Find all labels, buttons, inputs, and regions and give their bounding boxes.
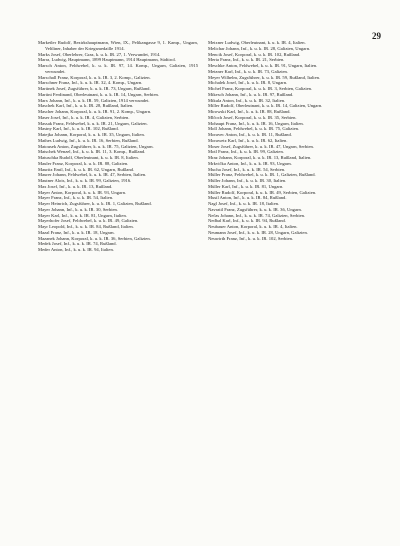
register-entry: Matejka Johann, Korporal, k. u. k. IR. 35, Ungarn, Italien. xyxy=(38,132,145,137)
register-entry: Mayer Heinrich, Zugsführer, k. u. k. IR. 1, Galizien, Rußland. xyxy=(38,201,152,206)
register-entry: Mikesch Johann, Inf., k. u. k. IR. 97, Rußland. xyxy=(208,91,294,97)
register-entry: Mlčoch Josef, Korporal, k. u. k. IR. 35, Serbien. xyxy=(208,114,297,120)
register-entry: Mayer Franz, Inf., k. u. k. IR. 54, Italien. xyxy=(38,195,114,201)
register-entry: Martini Ferdinand, Oberleutnant, k. u. k. IR. 14, Ungarn, Serbien. xyxy=(38,91,159,97)
register-entry: Mraz Johann, Korporal, k. u. k. IR. 13, Rußland, Italien. xyxy=(208,155,312,160)
left-column xyxy=(38,40,198,253)
register-entry: Moser Josef, Zugsführer, k. u. k. IR. 47, Ungarn, Serbien. xyxy=(208,143,314,149)
register-entry: Morawetz Karl, Inf., k. u. k. IR. 62, Italien. xyxy=(208,137,288,143)
register-entry: Michalek Josef, Inf., k. u. k. IR. 8, Ungarn. xyxy=(208,80,288,86)
register-entry: Metzner Karl, Inf., k. u. k. IR. 73, Galizien. xyxy=(208,68,288,74)
register-entry: Marketler Rudolf, Bezirkshauptmann, Wien, IX., Pelikangasse 9, 1. Kamp., Ungarn, Veltliner, Inhaber der Kriegsmedaille 1914. xyxy=(38,40,198,51)
register-entry: Mayer Johann, Inf., k. u. k. IR. 30, Serbien. xyxy=(38,206,118,212)
register-entry: Mayer Anton, Korporal, k. u. k. IR. 93, Ungarn. xyxy=(38,189,127,195)
register-entry: Maurer Johann, Feldwebel, k. u. k. IR. 47, Serbien, Italien. xyxy=(38,172,147,178)
register-entry: Michel Franz, Korporal, k. u. k. IR. 3, Serbien, Galizien. xyxy=(208,86,313,91)
register-entry: Max Josef, Inf., k. u. k. IR. 13, Rußland. xyxy=(38,183,113,189)
register-entry: Melichar Johann, Inf., k. u. k. IR. 28, Galizien, Ungarn. xyxy=(208,45,311,51)
register-entry: Mikula Anton, Inf., k. u. k. IR. 32, Italien. xyxy=(208,97,286,103)
register-entry: Mirowski Karl, Inf., k. u. k. IR. 88, Rußland. xyxy=(208,109,291,114)
register-entry: Mauler Franz, Korporal, k. u. k. IR. 88, Galizien. xyxy=(38,160,129,166)
register-entry: Matousek Anton, Zugsführer, k. u. k. IR. 75, Galizien, Ungarn. xyxy=(38,143,154,149)
register-entry: Marschall Franz, Korporal, k. u. k. IR. 3, 2. Komp., Galizien. xyxy=(38,74,151,80)
register-entry: Massak Franz, Feldwebel, k. u. k. IR. 21, Ungarn, Galizien. xyxy=(38,120,148,126)
register-entry: Navratil Franz, Zugsführer, k. u. k. IR. 36, Ungarn. xyxy=(208,206,302,212)
register-entry: Musil Anton, Inf., k. u. k. IR. 84, Rußland. xyxy=(208,195,287,201)
register-entry: Müller Franz, Feldwebel, k. u. k. IR. 1, Galizien, Rußland. xyxy=(208,172,316,178)
register-entry: Müller Johann, Inf., k. u. k. IR. 30, Italien. xyxy=(208,178,287,183)
register-entry: Martinek Josef, Zugsführer, k. u. k. IR. 73, Ungarn, Rußland. xyxy=(38,86,151,91)
register-entry: Mathes Ludwig, Inf., k. u. k. IR. 16, Serbien, Rußland. xyxy=(38,137,139,143)
register-entry: Neumann Josef, Inf., k. u. k. IR. 28, Ungarn, Galizien. xyxy=(208,229,308,235)
register-entry: Müller Karl, Inf., k. u. k. IR. 81, Ungarn. xyxy=(208,183,284,189)
register-entry: Meder Anton, Inf., k. u. k. IR. 94, Italien. xyxy=(38,247,114,252)
register-entry: Matuschka Rudolf, Oberleutnant, k. u. k. IR. 8, Italien. xyxy=(38,155,139,160)
register-entry: Mauritz Emil, Inf., k. u. k. IR. 62, Ungarn, Rußland. xyxy=(38,166,135,172)
register-entry: Marks Josef, Oberlehrer, Graz, k. u. k. IR. 27, 1. Verwundet, 1914. xyxy=(38,51,161,57)
register-entry: Mazanek Johann, Korporal, k. u. k. IR. 36, Serbien, Galizien. xyxy=(38,235,151,241)
register-entry: Motl Franz, Inf., k. u. k. IR. 99, Galizien. xyxy=(208,149,284,155)
register-entry: Mastny Karl, Inf., k. u. k. IR. 102, Rußland. xyxy=(38,126,119,132)
register-entry: Neuwirth Franz, Inf., k. u. k. IR. 102, Serbien. xyxy=(208,235,294,241)
register-entry: Nedbal Karl, Inf., k. u. k. IR. 94, Rußland. xyxy=(208,218,286,224)
register-entry: Mayer Karl, Inf., k. u. k. IR. 81, Ungarn, Italien. xyxy=(38,212,127,218)
register-entry: Mohaupt Franz, Inf., k. u. k. IR. 16, Ungarn, Italien. xyxy=(208,120,304,126)
register-entry: Nagl Josef, Inf., k. u. k. IR. 18, Italien. xyxy=(208,201,280,206)
register-entry: Merta Franz, Inf., k. u. k. IR. 21, Serbien. xyxy=(208,57,285,63)
register-entry: Meyer Wilhelm, Zugsführer, k. u. k. IR. 59, Rußland, Italien. xyxy=(208,74,321,80)
register-entry: Neubauer Anton, Korporal, k. u. k. IR. 4, Italien. xyxy=(208,224,298,229)
register-entry: Mencik Josef, Korporal, k. u. k. IR. 102, Rußland. xyxy=(208,51,301,57)
register-entry: Mazal Franz, Inf., k. u. k. IR. 18, Ungarn. xyxy=(38,229,115,235)
right-column xyxy=(208,40,368,241)
register-entry: Meschke Anton, Feldwebel, k. u. k. IR. 91, Ungarn, Italien. xyxy=(208,63,318,68)
register-entry: Müller Rudolf, Korporal, k. u. k. IR. 49, Serbien, Galizien. xyxy=(208,189,317,195)
register-entry: Maschek Karl, Inf., k. u. k. IR. 28, Rußland, Italien. xyxy=(38,103,134,109)
register-entry: Mucha Josef, Inf., k. u. k. IR. 54, Serbien. xyxy=(208,166,286,172)
register-entry: Maser Josef, Inf., k. u. k. IR. 4, Galizien, Serbien. xyxy=(38,114,130,120)
register-entry: Mrkvička Anton, Inf., k. u. k. IR. 93, Ungarn. xyxy=(208,160,292,166)
register-entry: Mautner Alois, Inf., k. u. k. IR. 99, Galizien, 1916. xyxy=(38,178,132,183)
page-number: 29 xyxy=(372,31,381,41)
register-entry: Medek Josef, Inf., k. u. k. IR. 74, Rußland. xyxy=(38,241,117,247)
register-entry: Mayerhofer Josef, Feldwebel, k. u. k. IR. 49, Galizien. xyxy=(38,218,139,224)
register-entry: Moravec Anton, Inf., k. u. k. IR. 11, Rußland. xyxy=(208,132,292,137)
register-entry: Miller Rudolf, Oberleutnant, k. u. k. IR. 14, Galizien, Ungarn. xyxy=(208,103,323,109)
register-entry: Nečas Johann, Inf., k. u. k. IR. 74, Galizien, Serbien. xyxy=(208,212,306,218)
register-entry: Marra, Ludwig, Hauptmann, 1899 Hauptmann, 1914 Hauptmann, Südtirol. xyxy=(38,57,176,63)
register-entry: Moll Johann, Feldwebel, k. u. k. IR. 75, Galizien. xyxy=(208,126,300,132)
register-entry: Meixner Ludwig, Oberleutnant, k. u. k. IR. 4, Italien. xyxy=(208,40,306,45)
register-entry: Mayr Leopold, Inf., k. u. k. IR. 84, Rußland, Italien. xyxy=(38,224,134,229)
register-entry: Matschek Wenzel, Inf., k. u. k. IR. 11, 3. Komp., Rußland. xyxy=(38,149,146,155)
register-entry: Mascher Johann, Korporal, k. u. k. IR. 91, 2. Komp., Ungarn. xyxy=(38,109,152,114)
register-entry: Marschner Franz, Inf., k. u. k. IR. 32, 4. Komp., Ungarn. xyxy=(38,80,143,86)
register-entry: Marx Johann, Inf., k. u. k. IR. 59, Galizien, 1914 verwundet. xyxy=(38,97,150,103)
register-entry: Marsch Anton, Feldwebel, k. u. k. IR. 97, 14. Komp., Ungarn, Galizien, 1915 verwundet. xyxy=(38,63,198,74)
